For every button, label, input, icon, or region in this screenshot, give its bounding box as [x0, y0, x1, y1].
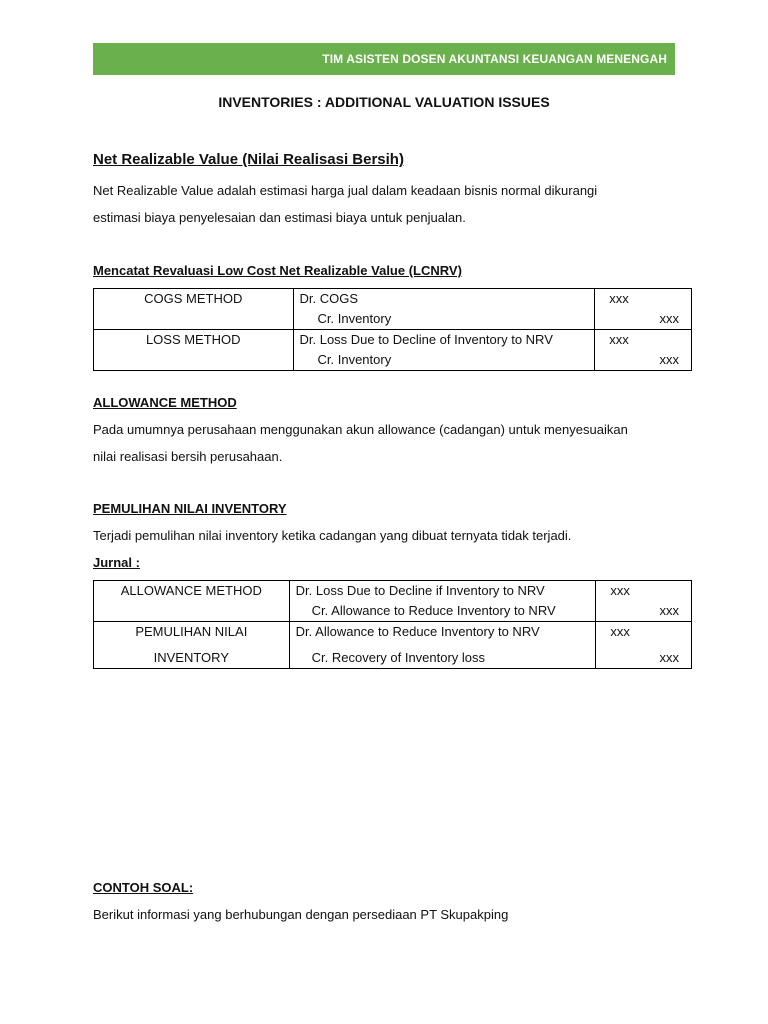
debit-amount: xxx	[609, 291, 629, 306]
method-cell	[94, 330, 294, 371]
credit-amount: xxx	[659, 603, 679, 618]
amount-cell	[595, 289, 692, 330]
nrv-heading: Net Realizable Value (Nilai Realisasi Bersih)	[93, 151, 404, 168]
table-row	[94, 289, 692, 330]
contoh-heading: CONTOH SOAL:	[93, 880, 194, 895]
allowance-heading: ALLOWANCE METHOD	[93, 395, 237, 410]
credit-amount: xxx	[659, 650, 679, 665]
table-row	[94, 581, 692, 622]
table-row	[94, 622, 692, 669]
lcnrv-journal-table	[93, 288, 692, 371]
credit-entry: Cr. Recovery of Inventory loss	[311, 650, 486, 665]
credit-entry: Cr. Inventory	[317, 352, 392, 367]
method-cell	[94, 289, 294, 330]
header-banner-text: TIM ASISTEN DOSEN AKUNTANSI KEUANGAN MENENGAH	[322, 52, 667, 66]
allowance-line-2: nilai realisasi bersih perusahaan.	[93, 449, 283, 464]
credit-entry: Cr. Allowance to Reduce Inventory to NRV	[311, 603, 556, 618]
method-label: ALLOWANCE METHOD	[120, 583, 262, 598]
method-label: LOSS METHOD	[145, 332, 241, 347]
entry-cell	[293, 289, 595, 330]
table-row	[94, 330, 692, 371]
debit-entry: Dr. Allowance to Reduce Inventory to NRV	[295, 624, 540, 639]
entry-cell	[289, 622, 596, 669]
allowance-paragraph	[93, 416, 693, 470]
credit-amount: xxx	[659, 352, 679, 367]
nrv-paragraph	[93, 177, 693, 231]
debit-amount: xxx	[610, 583, 630, 598]
allowance-line-1: Pada umumnya perusahaan menggunakan akun allowance (cadangan) untuk menyesuaikan	[93, 422, 628, 437]
nrv-line-1: Net Realizable Value adalah estimasi harga jual dalam keadaan bisnis normal dikurangi	[93, 183, 598, 198]
amount-cell	[596, 581, 692, 622]
debit-entry: Dr. Loss Due to Decline if Inventory to NRV	[295, 583, 545, 598]
method-label: COGS METHOD	[144, 291, 243, 306]
debit-entry: Dr. Loss Due to Decline of Inventory to NRV	[299, 332, 553, 347]
credit-amount: xxx	[659, 311, 679, 326]
page-title: INVENTORIES : ADDITIONAL VALUATION ISSUES	[218, 94, 550, 110]
pemulihan-line-1: Terjadi pemulihan nilai inventory ketika cadangan yang dibuat ternyata tidak terjadi.	[93, 528, 572, 543]
contoh-line-1: Berikut informasi yang berhubungan dengan persediaan PT Skupakping	[93, 907, 509, 922]
method-cell	[94, 622, 290, 669]
debit-entry: Dr. COGS	[299, 291, 359, 306]
method-label: PEMULIHAN NILAI	[135, 624, 248, 639]
method-label-line-2: INVENTORY	[153, 650, 229, 665]
entry-cell	[289, 581, 596, 622]
jurnal-label: Jurnal :	[93, 555, 140, 570]
credit-entry: Cr. Inventory	[317, 311, 392, 326]
method-cell	[94, 581, 290, 622]
entry-cell	[293, 330, 595, 371]
amount-cell	[595, 330, 692, 371]
debit-amount: xxx	[609, 332, 629, 347]
debit-amount: xxx	[610, 624, 630, 639]
nrv-line-2: estimasi biaya penyelesaian dan estimasi biaya untuk penjualan.	[93, 210, 466, 225]
header-banner	[93, 43, 675, 75]
amount-cell	[596, 622, 692, 669]
pemulihan-journal-table	[93, 580, 692, 669]
lcnrv-heading: Mencatat Revaluasi Low Cost Net Realizable Value (LCNRV)	[93, 263, 462, 278]
pemulihan-heading: PEMULIHAN NILAI INVENTORY	[93, 501, 287, 516]
